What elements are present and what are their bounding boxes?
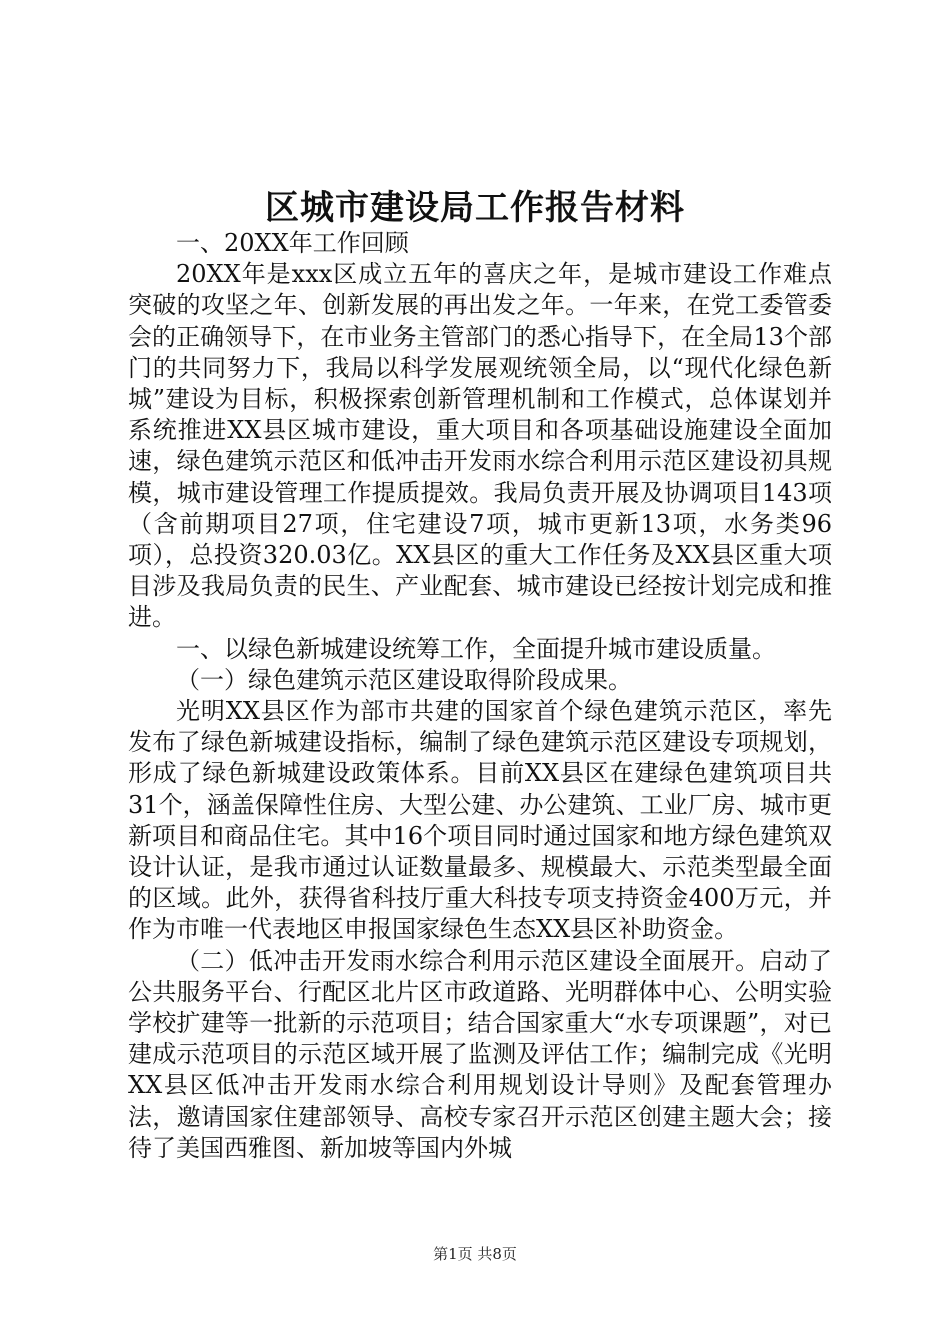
paragraph-overview: 20XX年是xxx区成立五年的喜庆之年，是城市建设工作难点突破的攻坚之年、创新发展的再出发之年。一年来，在党工委管委会的正确领导下，在市业务主管部门的悉心指导下，在全局13个部门的共同努力下，我局以科学发展观统领全局，以“现代化绿色新城”建设为目标，积极探索创新管理机制和工作模式，总体谋划并系统推进XX县区城市建设，重大项目和各项基础设施建设全面加速，绿色建筑示范区和低冲击开发雨水综合利用示范区建设初具规模，城市建设管理工作提质提效。我局负责开展及协调项目143项（含前期项目27项，住宅建设7项，城市更新13项，水务类96项），总投资320.03亿。XX县区的重大工作任务及XX县区重大项目涉及我局负责的民生、产业配套、城市建设已经按计划完成和推进。 bbox=[128, 260, 832, 632]
document-body bbox=[128, 228, 832, 1164]
section-heading-review: 一、20XX年工作回顾 bbox=[176, 229, 409, 257]
section-heading-green-city: 一、以绿色新城建设统筹工作，全面提升城市建设质量。 bbox=[176, 634, 776, 663]
paragraph-green-building: 光明XX县区作为部市共建的国家首个绿色建筑示范区，率先发布了绿色新城建设指标，编制了绿色建筑示范区建设专项规划，形成了绿色新城建设政策体系。目前XX县区在建绿色建筑项目共31个，涵盖保障性住房、大型公建、办公建筑、工业厂房、城市更新项目和商品住宅。其中16个项目同时通过国家和地方绿色建筑双设计认证，是我市通过认证数量最多、规模最大、示范类型最全面的区域。此外，获得省科技厅重大科技专项支持资金400万元，并作为市唯一代表地区申报国家绿色生态XX县区补助资金。 bbox=[128, 697, 832, 944]
subsection-heading-green-building: （一）绿色建筑示范区建设取得阶段成果。 bbox=[176, 665, 632, 694]
page-number-footer: 第1页 共8页 bbox=[433, 1245, 517, 1263]
document-title: 区城市建设局工作报告材料 bbox=[265, 188, 685, 228]
paragraph-low-impact-development: （二）低冲击开发雨水综合利用示范区建设全面展开。启动了公共服务平台、行配区北片区市政道路、光明群体中心、公明实验学校扩建等一批新的示范项目；结合国家重大“水专项课题”，对已建成示范项目的示范区域开展了监测及评估工作；编制完成《光明XX县区低冲击开发雨水综合利用规划设计导则》及配套管理办法，邀请国家住建部领导、高校专家召开示范区创建主题大会；接待了美国西雅图、新加坡等国内外城 bbox=[128, 946, 832, 1162]
